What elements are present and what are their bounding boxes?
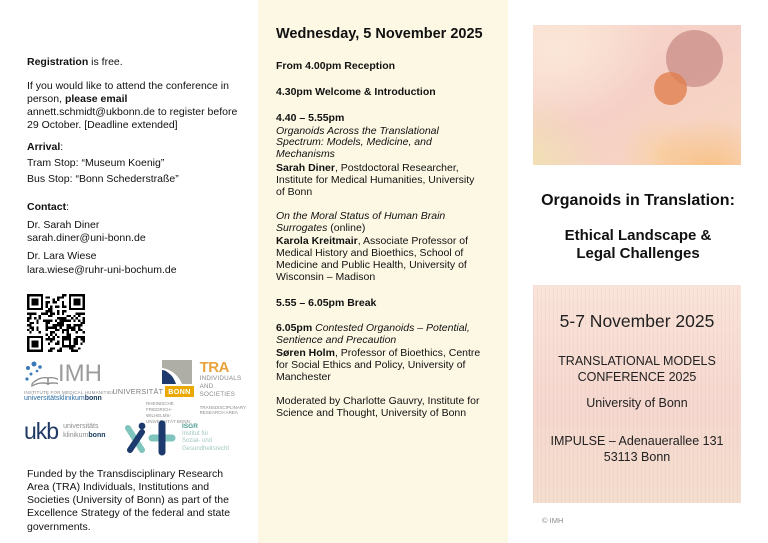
attend-paragraph: [27, 80, 247, 133]
conference-info-box: [533, 285, 741, 503]
uni-bonn-wordmark: [112, 386, 193, 397]
imh-klinikum-text: universitätsklinikum: [24, 395, 85, 402]
imh-bonn-text: bonn: [84, 395, 102, 402]
bus-stop-line: Bus Stop: “Bonn Schederstraße”: [27, 173, 179, 186]
session2-affiliation: , Associate Professor of Medical History and Bioethics, School of Medicine and Public Health, University of Wisconsin – Madison: [276, 235, 469, 283]
session2-speaker: Karola Kreitmair: [276, 235, 358, 248]
registration-label: Registration: [27, 56, 89, 68]
flyer-subtitle-line1: Ethical Landscape &: [564, 227, 712, 244]
moderator-line: Moderated by Charlotte Gauvry, Institute for Science and Thought, University of Bonn: [276, 394, 480, 419]
contact-email: lara.wiese@ruhr-uni-bochum.de: [27, 263, 177, 276]
session3-title-line: [276, 323, 484, 347]
imh-subtitle: INSTITUTE FOR MEDICAL HUMANITIES: [24, 390, 115, 395]
funding-statement: Funded by the Transdisciplinary Research Area (TRA) Individuals, Institutions and Societies (University of Bonn) as part of the Excellence Strategy of the federal and state governments.: [27, 468, 231, 533]
imh-book-network-icon: [24, 360, 58, 388]
ukb-text: [63, 423, 105, 441]
session1-title: Organoids Across the Translational Spectrum: Models, Medicine, and Mechanisms: [276, 124, 439, 161]
isgr-abbr: ISGR: [182, 422, 198, 430]
uni-bonn-sub1: RHEINISCHE: [146, 401, 174, 406]
session2-title: On the Moral Status of Human Brain Surrogates: [276, 209, 446, 234]
ukb-line2: [63, 432, 105, 441]
session3-title: Contested Organoids – Potential, Sentience and Precaution: [276, 321, 470, 346]
imh-abbr: IMH: [58, 360, 102, 387]
tra-abbr: TRA: [199, 359, 229, 376]
arrival-block: [27, 141, 247, 186]
isgr-line1: Institut für: [182, 430, 209, 437]
uni-bonn-sub3: UNIVERSITÄT BONN: [146, 418, 190, 424]
session3-speaker: Søren Holm: [276, 347, 335, 360]
ukb-line1: universitäts: [63, 422, 99, 430]
imh-klinikum-line: [24, 395, 108, 402]
registration-rest: is free.: [88, 56, 123, 68]
attend-emphasis: please email: [64, 93, 128, 106]
contact-colon: :: [66, 201, 70, 213]
tra-sub1: TRANSDISCIPLINARY: [199, 404, 247, 410]
logo-row-top: [24, 360, 249, 424]
uni-bonn-sub2: FRIEDRICH-WILHELMS-: [146, 406, 172, 418]
session1-speaker: Sarah Diner: [276, 162, 335, 175]
session1-time: 4.40 – 5.55pm: [276, 111, 345, 124]
ukb-bonn: bonn: [88, 431, 106, 439]
contact-email: sarah.diner@uni-bonn.de: [27, 232, 146, 245]
arrival-colon: :: [60, 141, 64, 153]
schedule-day-heading: Wednesday, 5 November 2025: [276, 26, 483, 42]
conference-address-line1: IMPULSE – Adenauerallee 131: [550, 434, 724, 448]
imh-logo: [24, 360, 115, 402]
contact-entry: [27, 219, 247, 245]
conference-dates: 5-7 November 2025: [559, 311, 715, 331]
ukb-klinikum: klinikum: [63, 431, 89, 439]
tram-stop-line: Tram Stop: “Museum Koenig”: [27, 157, 165, 170]
qr-code: [27, 294, 85, 352]
uni-bonn-mark-icon: [162, 360, 192, 384]
left-panel: [0, 0, 258, 543]
contact-entry: [27, 250, 247, 276]
cover-panel: [508, 0, 768, 543]
contact-block: [27, 201, 247, 277]
flyer-subtitle-line2: Legal Challenges: [576, 245, 700, 262]
isgr-logo: [124, 420, 229, 456]
arrival-label: Arrival: [27, 141, 61, 153]
isgr-line2: Sozial- und: [182, 438, 213, 445]
uni-bonn-name: UNIVERSITÄT: [112, 387, 164, 396]
attend-pre: If you would like to attend the conference in person,: [27, 80, 229, 106]
session1-speaker-line: [276, 163, 484, 199]
hero-image: [533, 25, 741, 165]
tra-sub2: RESEARCH AREA: [199, 410, 238, 416]
tra-line2: AND SOCIETIES: [199, 382, 236, 398]
ukb-abbr: ukb: [24, 418, 59, 444]
isgr-text: [182, 423, 229, 453]
imh-logo-top: [24, 360, 108, 388]
uni-bonn-logo: [112, 360, 194, 424]
conference-address-line2: 53113 Bonn: [603, 450, 671, 465]
contact-heading: [27, 201, 247, 214]
copyright-note: © IMH: [542, 516, 564, 525]
isgr-x-plus-icon: [124, 420, 176, 456]
registration-line: [27, 56, 247, 69]
schedule-panel: [258, 0, 508, 543]
isgr-line3: Gesundheitsrecht: [182, 445, 230, 452]
session3-speaker-line: [276, 348, 484, 384]
arrival-heading: [27, 141, 247, 154]
welcome-line: 4.30pm Welcome & Introduction: [276, 85, 436, 98]
conference-university: University of Bonn: [586, 396, 688, 410]
tra-line1: INDIVIDUALS: [199, 375, 242, 382]
session1-affiliation: , Postdoctoral Researcher, Institute for Medical Humanities, University of Bonn: [276, 162, 475, 198]
conference-address: [533, 433, 741, 466]
conference-name-line2: CONFERENCE 2025: [577, 370, 697, 385]
session2-speaker-line: [276, 236, 484, 283]
flyer-title: Organoids in Translation:: [541, 192, 735, 209]
break-line: 5.55 – 6.05pm Break: [276, 296, 377, 309]
session3-time: 6.05pm: [276, 321, 313, 334]
conference-name-line1: TRANSLATIONAL MODELS: [558, 354, 716, 368]
logo-row-bottom: [24, 420, 249, 456]
uni-bonn-badge: BONN: [165, 386, 193, 397]
hero-circle-small: [654, 72, 687, 105]
session3-affiliation: , Professor of Bioethics, Centre for Social Ethics and Policy, University of Manchester: [276, 347, 481, 384]
contact-name: Dr. Sarah Diner: [27, 219, 100, 232]
reception-line: From 4.00pm Reception: [276, 59, 396, 72]
contact-label: Contact: [27, 201, 67, 213]
conference-name: [533, 353, 741, 386]
contact-name: Dr. Lara Wiese: [27, 250, 97, 263]
tra-logo: [200, 360, 249, 416]
session2-title-line: [276, 211, 484, 235]
tra-subtitle: [200, 405, 249, 417]
attend-post: annett.schmidt@ukbonn.de to register before 29 October. [Deadline extended]: [27, 106, 238, 132]
flyer-subtitle: [523, 227, 753, 263]
session2-mode: (online): [327, 221, 366, 234]
ukb-logo: [24, 420, 110, 443]
